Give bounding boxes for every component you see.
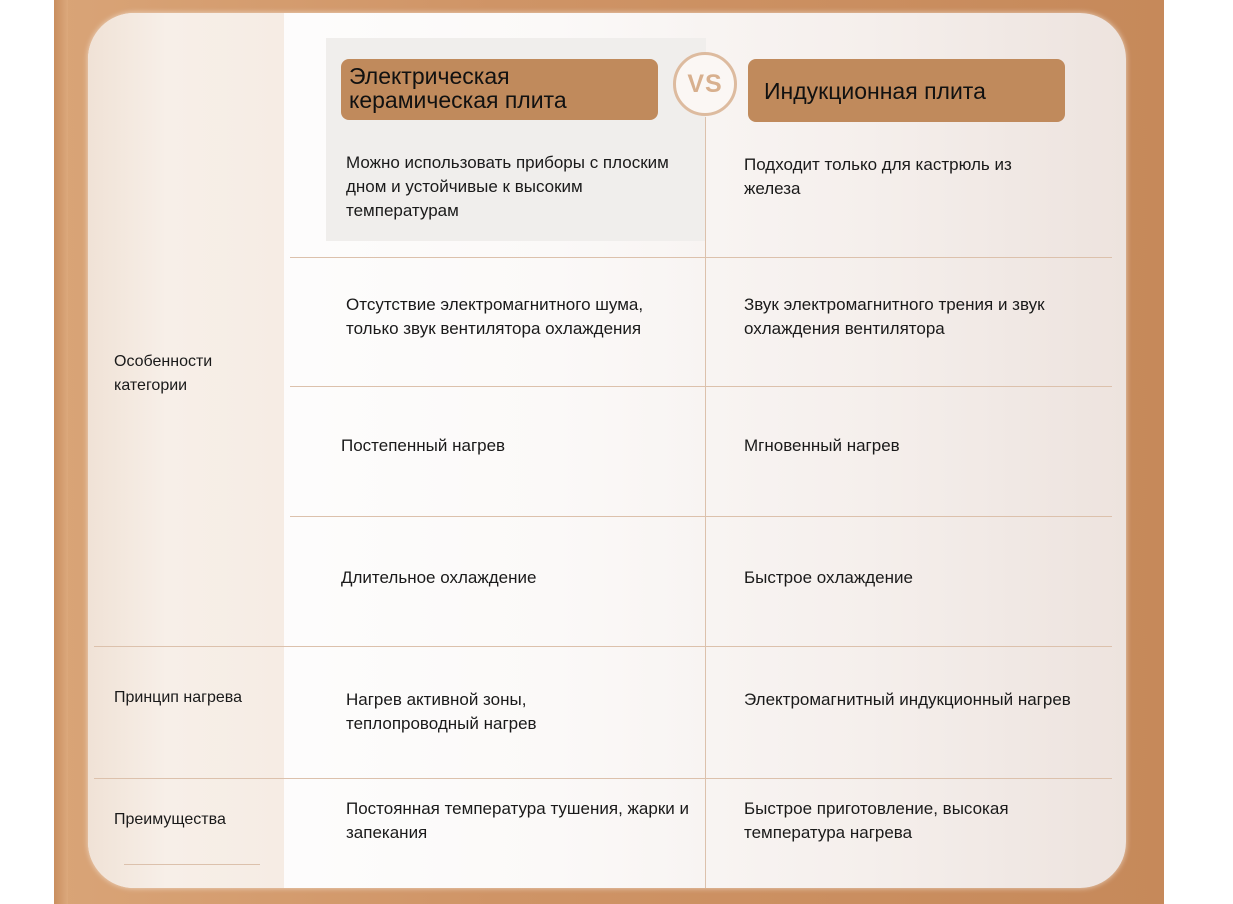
row4-left-cell: Длительное охлаждение xyxy=(341,568,537,587)
row1-left-cell: Можно использовать приборы с плоским дном и устойчивые к высоким температурам xyxy=(346,153,669,220)
header-right-title: Индукционная плита xyxy=(764,77,986,104)
header-left-badge xyxy=(341,59,658,120)
row3-left-cell: Постепенный нагрев xyxy=(341,436,506,455)
row-divider xyxy=(94,646,1112,647)
column-divider xyxy=(705,117,706,888)
category-label-advantages: Преимущества xyxy=(114,811,226,828)
row2-right-cell: Звук электромагнитного трения и звук охлаждения вентилятора xyxy=(744,295,1045,338)
row-divider xyxy=(290,386,1112,387)
row2-left-cell: Отсутствие электромагнитного шума, только звук вентилятора охлаждения xyxy=(346,295,644,338)
vs-icon xyxy=(673,52,737,116)
label-underline xyxy=(124,864,260,865)
row-divider xyxy=(94,778,1112,779)
frame-edge xyxy=(54,0,68,904)
row3-right-cell: Мгновенный нагрев xyxy=(744,436,900,455)
header-right-badge xyxy=(748,59,1065,122)
row6-left-cell: Постоянная температура тушения, жарки и запекания xyxy=(346,799,689,842)
comparison-card xyxy=(88,13,1126,888)
header-left-title: Электрическая керамическая плита xyxy=(349,63,567,113)
row4-right-cell: Быстрое охлаждение xyxy=(744,568,913,587)
row5-right-cell: Электромагнитный индукционный нагрев xyxy=(744,690,1071,709)
row-divider xyxy=(290,257,1112,258)
category-column xyxy=(88,13,284,888)
row1-right-cell: Подходит только для кастрюль из железа xyxy=(744,155,1012,198)
vs-label: VS xyxy=(687,69,723,98)
row5-left-cell: Нагрев активной зоны, теплопроводный нагрев xyxy=(346,690,537,733)
category-label-heating: Принцип нагрева xyxy=(114,689,242,706)
row6-right-cell: Быстрое приготовление, высокая температура нагрева xyxy=(744,799,1009,842)
row-divider xyxy=(290,516,1112,517)
category-label-features: Особенности категории xyxy=(114,353,213,394)
